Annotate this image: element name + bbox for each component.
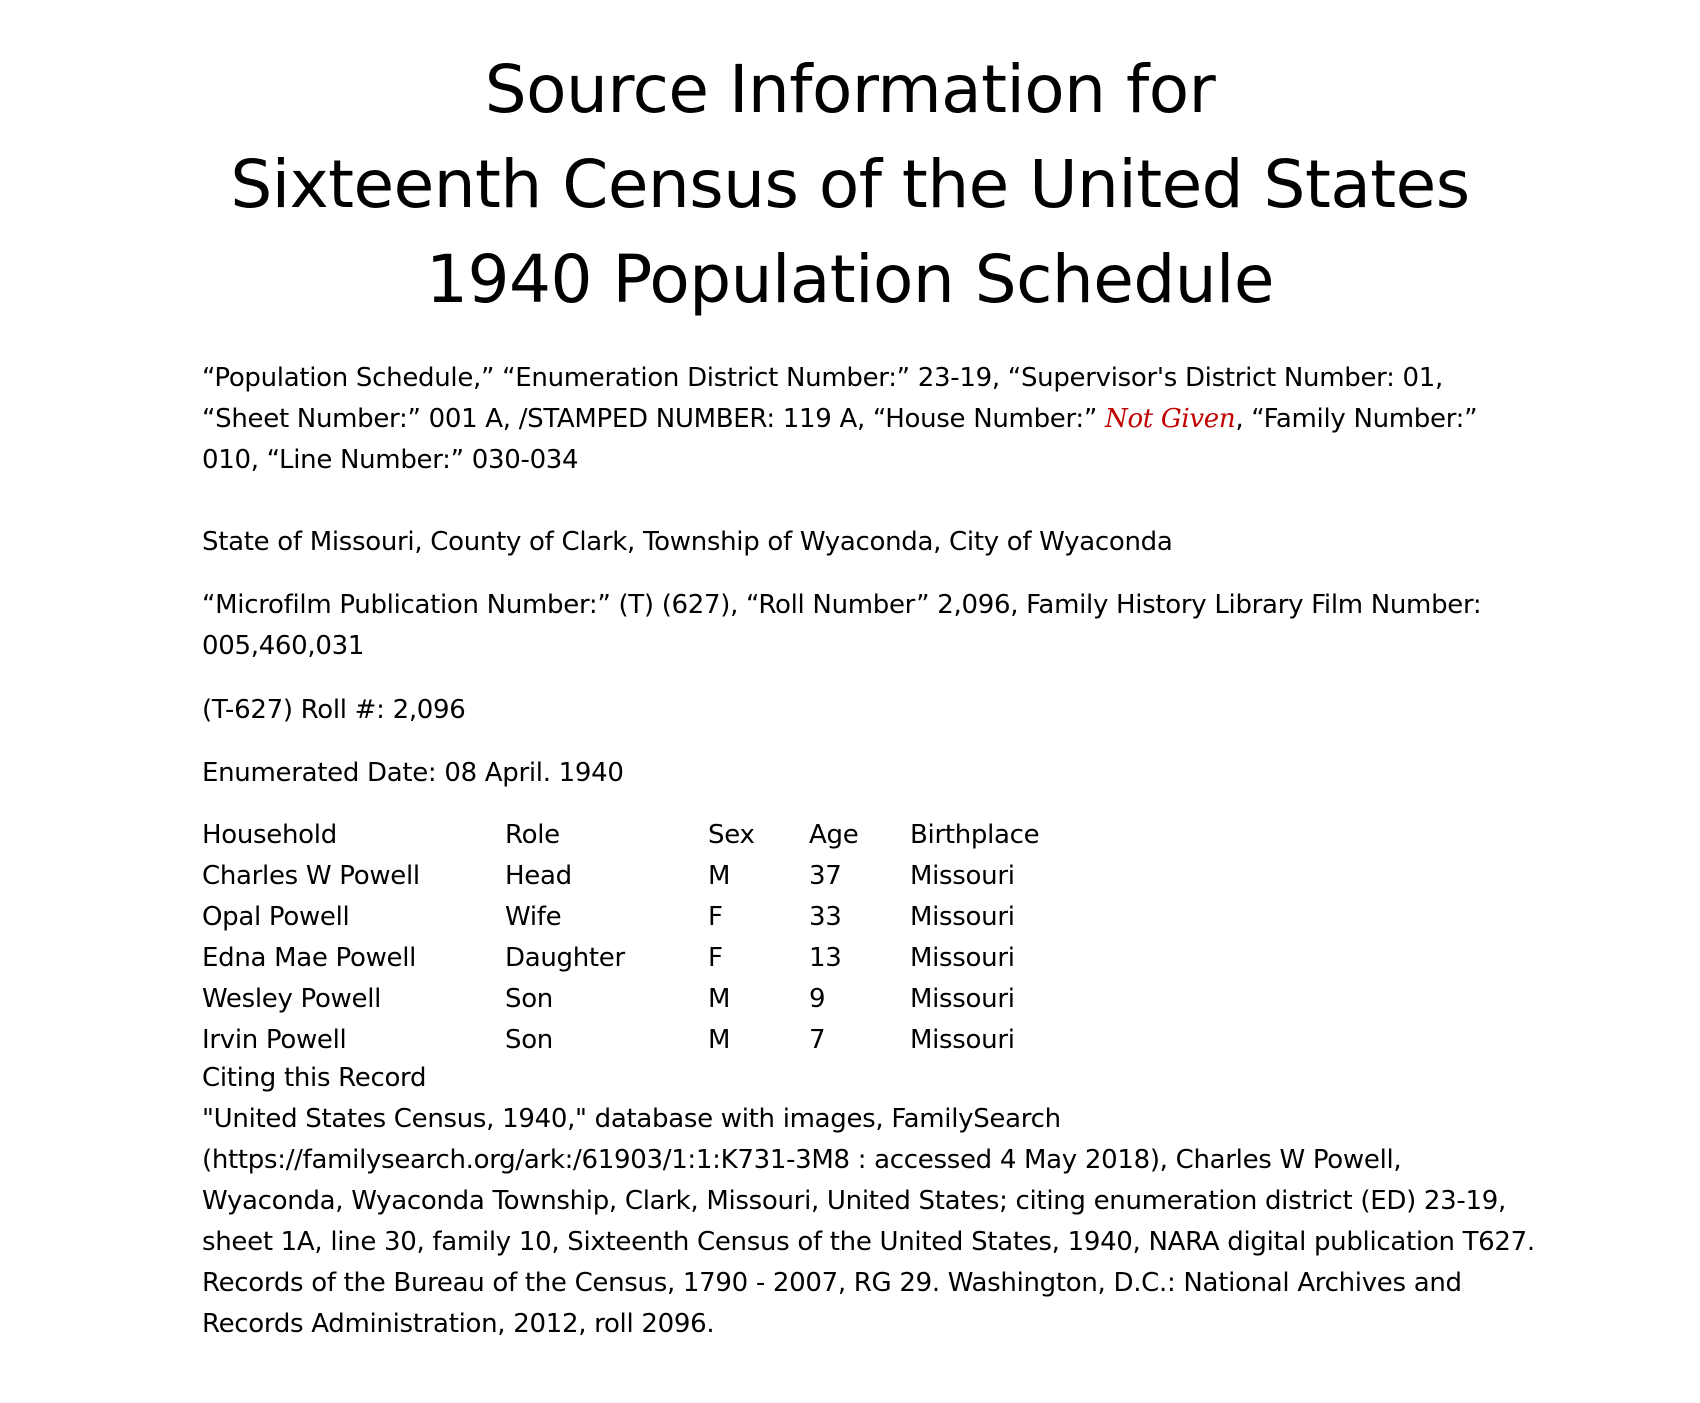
title-line-2: Sixteenth Census of the United States [230,146,1470,223]
citation-text [202,1099,1535,1345]
member-name: Opal Powell [202,902,350,932]
table-row [202,938,1102,979]
header-household: Household [202,820,337,850]
citation-line: sheet 1A, line 30, family 10, Sixteenth Census of the United States, 1940, NARA digital publication T627. [202,1227,1535,1257]
member-age: 33 [809,902,842,932]
citation-line: Records of the Bureau of the Census, 1790 - 2007, RG 29. Washington, D.C.: National Archives and [202,1268,1462,1298]
member-sex: F [708,902,723,932]
household-table [202,815,1102,1061]
member-name: Wesley Powell [202,984,382,1014]
header-sex: Sex [708,820,755,850]
member-birthplace: Missouri [910,984,1015,1014]
header-role: Role [505,820,560,850]
member-sex: M [708,861,731,891]
member-role: Son [505,984,553,1014]
member-role: Head [505,861,572,891]
member-role: Son [505,1025,553,1055]
schedule-paragraph [202,358,1522,481]
citation-line: Wyaconda, Wyaconda Township, Clark, Missouri, United States; citing enumeration district (ED) 23-19, [202,1186,1506,1216]
enumerated-date: Enumerated Date: 08 April. 1940 [202,758,624,788]
table-row [202,856,1102,897]
member-role: Wife [505,902,562,932]
member-birthplace: Missouri [910,902,1015,932]
title-line-1: Source Information for [484,51,1216,128]
schedule-text-after: , “Family Number:” 010, “Line Number:” 030-034 [202,404,1478,475]
schedule-text-before: “Population Schedule,” “Enumeration District Number:” 23-19, “Supervisor's District Number: 01, “Sheet Number:” 001 A, /STAMPED NUMBER: 119 A, “House Number:” [202,363,1443,434]
table-row [202,1020,1102,1061]
member-role: Daughter [505,943,625,973]
household-header-row [202,815,1102,856]
roll-paragraph: (T-627) Roll #: 2,096 [202,695,466,725]
header-birthplace: Birthplace [910,820,1040,850]
member-name: Edna Mae Powell [202,943,417,973]
member-age: 37 [809,861,842,891]
table-row [202,897,1102,938]
page-title [0,42,1700,327]
member-birthplace: Missouri [910,1025,1015,1055]
microfilm-paragraph: “Microfilm Publication Number:” (T) (627), “Roll Number” 2,096, Family History Library Film Number: 005,460,031 [202,590,1482,661]
citation-line: (https://familysearch.org/ark:/61903/1:1:K731-3M8 : accessed 4 May 2018), Charles W Powell, [202,1145,1402,1175]
member-age: 7 [809,1025,826,1055]
member-sex: M [708,1025,731,1055]
location-paragraph: State of Missouri, County of Clark, Township of Wyaconda, City of Wyaconda [202,527,1173,557]
member-birthplace: Missouri [910,861,1015,891]
member-sex: F [708,943,723,973]
member-age: 13 [809,943,842,973]
header-age: Age [809,820,859,850]
citation-line: Records Administration, 2012, roll 2096. [202,1309,715,1339]
not-given-note: Not Given [1105,404,1236,434]
member-name: Irvin Powell [202,1025,347,1055]
table-row [202,979,1102,1020]
citation-line: "United States Census, 1940," database with images, FamilySearch [202,1104,1061,1134]
title-line-3: 1940 Population Schedule [426,241,1274,318]
member-age: 9 [809,984,826,1014]
member-sex: M [708,984,731,1014]
member-birthplace: Missouri [910,943,1015,973]
citing-heading: Citing this Record [202,1063,427,1093]
member-name: Charles W Powell [202,861,420,891]
